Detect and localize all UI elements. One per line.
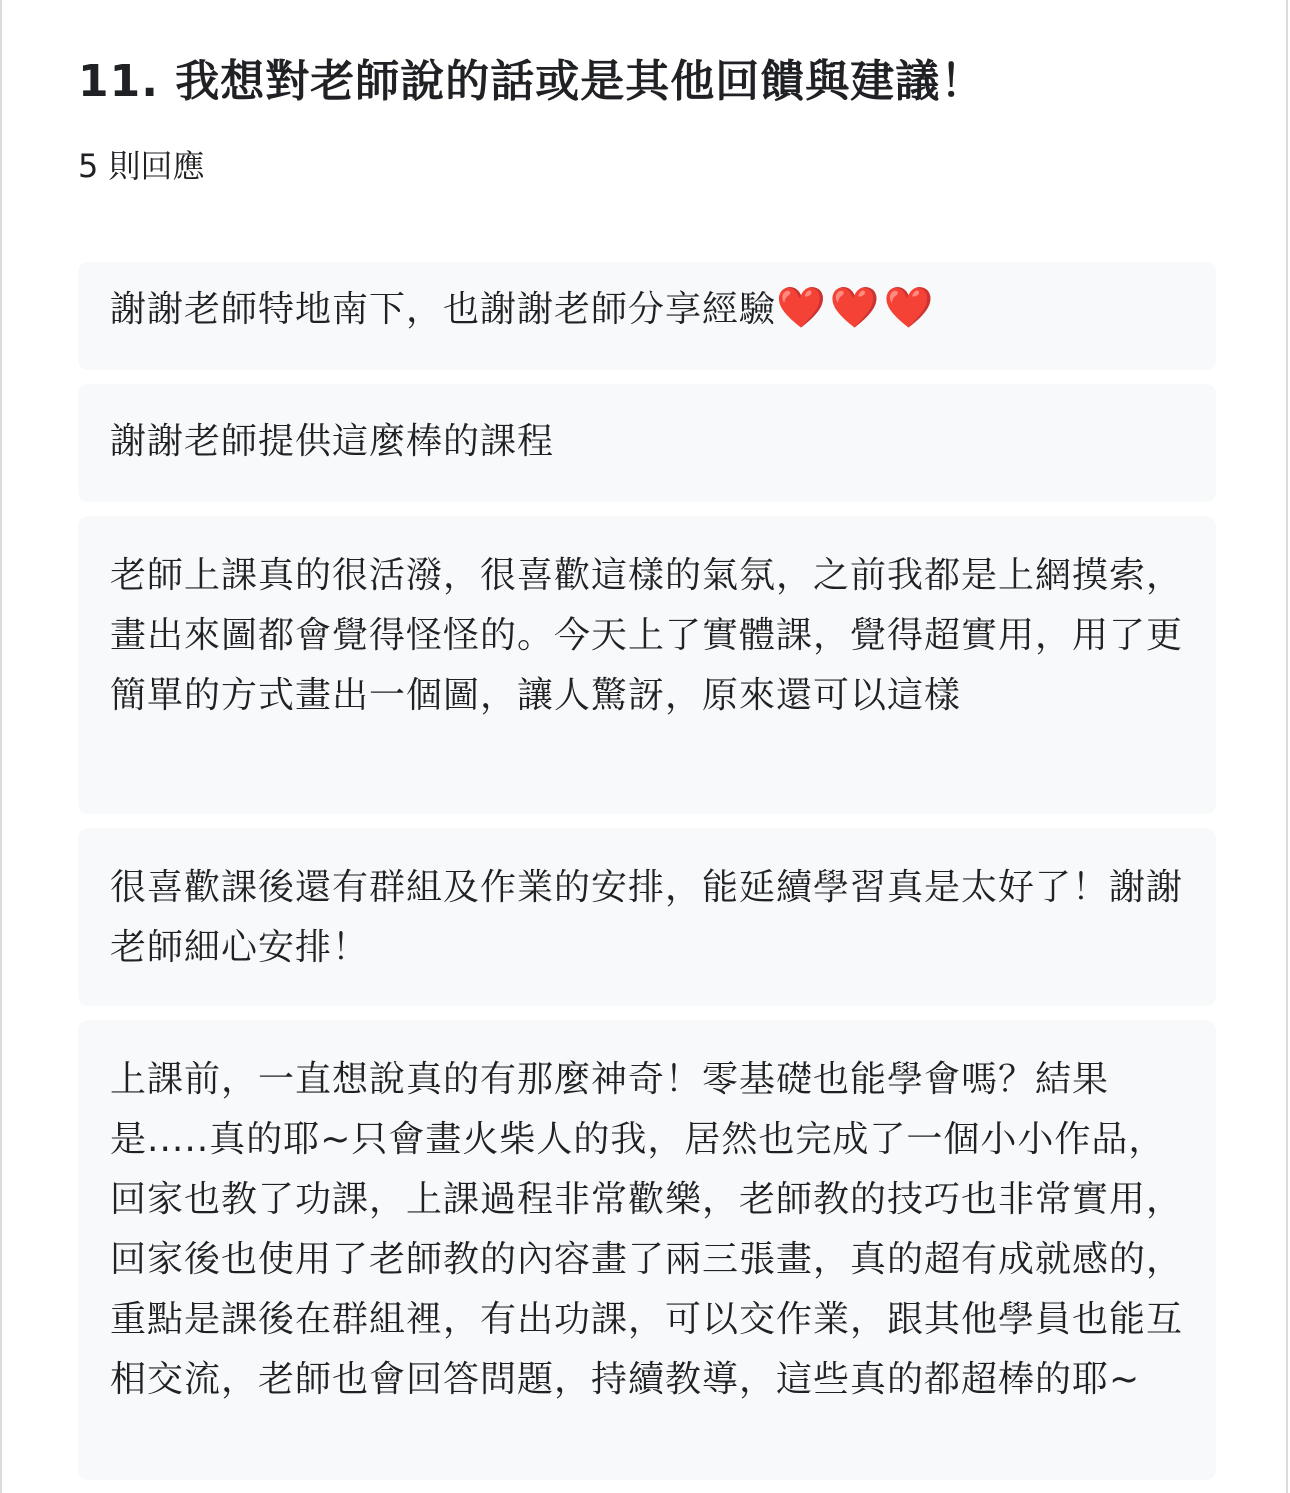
response-list xyxy=(78,262,1216,1480)
response-count: 5 則回應 xyxy=(78,147,205,185)
response-item xyxy=(78,516,1216,814)
response-text: 謝謝老師提供這麼棒的課程 xyxy=(110,421,555,462)
response-text: 很喜歡課後還有群組及作業的安排，能延續學習真是太好了！謝謝老師細心安排！ xyxy=(110,867,1184,968)
response-item xyxy=(78,384,1216,502)
response-item xyxy=(78,262,1216,370)
response-text: 上課前，一直想說真的有那麼神奇！零基礎也能學會嗎？結果是.....真的耶~只會畫火柴人的我，居然也完成了一個小小作品，回家也教了功課，上課過程非常歡樂，老師教的技巧也非常實用，回家後也使用了老師教的內容畫了兩三張畫，真的超有成就感的，重點是課後在群組裡，有出功課，可以交作業，跟其他學員也能互相交流，老師也會回答問題，持續教導，這些真的都超棒的耶~ xyxy=(110,1059,1184,1400)
question-title: 11. 我想對老師說的話或是其他回饋與建議！ xyxy=(78,56,986,107)
response-item xyxy=(78,828,1216,1006)
response-item xyxy=(78,1020,1216,1480)
response-text: 老師上課真的很活潑，很喜歡這樣的氣氛，之前我都是上網摸索，畫出來圖都會覺得怪怪的。今天上了實體課，覺得超實用，用了更簡單的方式畫出一個圖，讓人驚訝，原來還可以這樣 xyxy=(110,555,1184,716)
response-text: 謝謝老師特地南下，也謝謝老師分享經驗 xyxy=(110,289,777,330)
heart-emoji: ❤️❤️❤️ xyxy=(776,285,938,331)
